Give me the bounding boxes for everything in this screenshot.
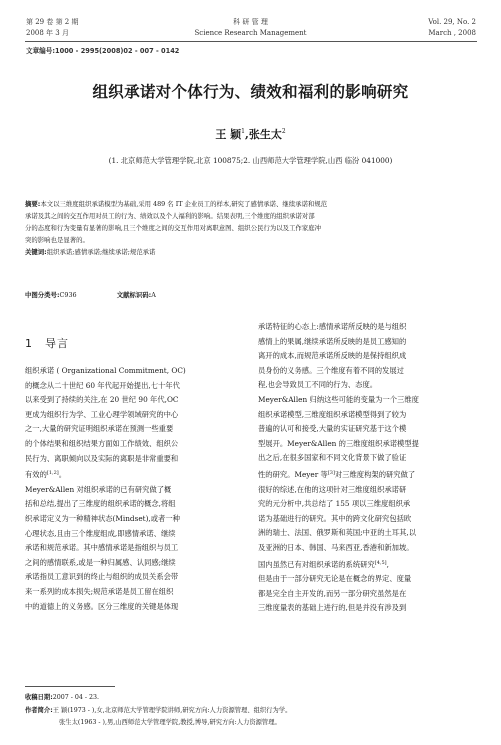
abstract-line: 承诺及其之间的交互作用对员工的行为、绩效以及个人福利的影响。结果表明,三个维度的组织承诺对部 <box>25 212 315 221</box>
doc-code-label: 文献标识码: <box>116 291 152 299</box>
paper-title: 组织承诺对个体行为、绩效和福利的影响研究 <box>92 83 409 101</box>
body-text: , <box>386 559 389 569</box>
body-line: 以来受到了持续的关注,在 20 世纪 90 年代,OC <box>25 395 179 405</box>
body-line: 中的道德上的义务感。区分三维度的关键是体现 <box>25 601 179 611</box>
footnotes <box>25 692 291 730</box>
journal-title-en: Science Research Management <box>194 29 307 37</box>
body-line: 承诺和规范承诺。其中感情承诺是指组织与员工 <box>25 543 179 553</box>
author-bio-label: 作者简介: <box>25 706 53 714</box>
right-column <box>258 320 478 616</box>
left-column <box>25 364 243 614</box>
abstract-line: 突的影响也是显著的。 <box>25 236 89 245</box>
journal-date-en: March , 2008 <box>428 29 476 37</box>
body-line: 更成为组织行为学、工业心理学领域研究的中心 <box>25 409 179 419</box>
body-line: 民行为、离职倾向以及实际的离职是非常重要和 <box>25 453 179 463</box>
body-line: 括和总结,提出了三维度的组织承诺的概念,将组 <box>25 499 176 509</box>
body-line: 普遍的认可和接受,大量的实证研究基于这个模 <box>258 424 407 434</box>
abstract-label: 摘要: <box>25 200 41 208</box>
author-bio-text: 王 颖(1973 - ),女,北京师范大学管理学院讲师,研究方向:人力资源管理、组织行为学。 <box>52 706 292 714</box>
body-line: 来一系列的成本损失;规范承诺是员工留在组织 <box>25 586 174 596</box>
section-heading <box>25 335 69 351</box>
body-line <box>25 466 243 483</box>
author-bio-2: 张生太(1963 - ),男,山西师范大学管理学院,教授,博导,研究方向:人力资源管理。 <box>59 719 281 726</box>
article-number: 文章编号:1000 - 2995(2008)02 - 007 - 0142 <box>26 47 180 55</box>
body-line: 洲的瑞士、法国、俄罗斯和英国;中亚的土耳其,以 <box>258 528 417 538</box>
body-line: 承诺指员工意识到的终止与组织的成员关系会带 <box>25 572 179 582</box>
citation-ref: [4,5] <box>374 559 387 566</box>
journal-date: 2008 年 3 月 <box>26 29 69 37</box>
body-line: 都是完全自主开发的,而另一部分研究虽然是在 <box>258 588 407 598</box>
classification-line <box>25 290 156 299</box>
abstract-text: 本文以三维度组织承诺模型为基础,采用 489 名 IT 企业员工的样本,研究了感情承诺、继续承诺和规范 <box>40 200 328 208</box>
clc-value: C936 <box>59 291 77 299</box>
body-line: 之一,大量的研究证明组织承诺在预测一些重要 <box>25 424 174 434</box>
author-2-affil-mark: 2 <box>281 128 286 135</box>
author-1-affil-mark: 1 <box>241 128 245 135</box>
author-1: 王 颖 <box>215 128 242 141</box>
journal-volume-en: Vol. 29, No. 2 <box>428 18 476 26</box>
doc-code-value: A <box>151 291 156 299</box>
journal-title-cn: 科 研 管 理 <box>233 18 268 26</box>
body-text: 对三维度构架的研究做了 <box>334 469 416 479</box>
keywords-label: 关键词: <box>25 248 47 257</box>
body-line <box>258 556 478 573</box>
body-line: 的个体结果和组织结果方面如工作绩效、组织公 <box>25 438 179 448</box>
body-line: 织承诺定义为一种精神状态(Mindset),或者一种 <box>25 513 180 523</box>
received-value: 2007 - 04 - 23. <box>52 694 100 701</box>
body-line: 究的元分析中,共总结了 155 项以三维度组织承 <box>258 499 411 509</box>
affiliation: (1. 北京师范大学管理学院,北京 100875;2. 山西师范大学管理学院,山西 临汾 041000) <box>108 156 393 165</box>
journal-volume: 第 29 卷 第 2 期 <box>26 18 79 26</box>
body-line: 出之后,在很多国家和不同文化背景下做了验证 <box>258 453 407 463</box>
keywords-line <box>25 246 477 258</box>
body-line: 之间的感情联系,或是一种归属感、认同感;继续 <box>25 557 176 567</box>
footnote-rule <box>25 686 115 687</box>
author-list <box>0 126 501 142</box>
section-number: 1 <box>25 337 33 350</box>
citation-ref: [1,2] <box>46 470 59 477</box>
body-line: 组织承诺 ( Organizational Commitment, OC) <box>25 366 186 375</box>
body-line: 承诺特征的心态上:感情承诺所反映的是与组织 <box>258 322 407 331</box>
body-line: 诺为基础进行的研究。其中的跨文化研究包括欧 <box>258 513 412 523</box>
body-line: 程,也会导致员工不同的行为、态度。 <box>258 380 378 390</box>
body-line: 组织承诺模型,三维度组织承诺模型得到了较为 <box>258 409 407 419</box>
received-label: 收稿日期: <box>25 694 53 701</box>
body-line: 型展开。Meyer&Allen 的三维度组织承诺模型提 <box>258 438 419 448</box>
received-date <box>25 692 291 705</box>
author-2: ,张生太 <box>245 128 282 141</box>
citation-ref: [3] <box>327 469 335 476</box>
author-bio-1 <box>25 705 291 718</box>
body-line <box>258 466 478 483</box>
body-text: 有效的 <box>25 470 47 480</box>
body-line: 很好的综述,在他的这项针对三维度组织承诺研 <box>258 484 407 494</box>
clc-label: 中图分类号: <box>25 291 60 299</box>
body-text: 。 <box>58 470 67 480</box>
body-line: 三维度量表的基础上进行的,但是并没有涉及到 <box>258 603 407 613</box>
body-line: 但是由于一部分研究无论是在概念的界定、度量 <box>258 574 412 584</box>
body-text: 国内虽然已有对组织承诺的系统研究 <box>258 559 375 569</box>
abstract-block <box>25 198 477 258</box>
body-line: 的概念从二十世纪 60 年代起开始提出,七十年代 <box>25 380 180 390</box>
header-rule <box>25 41 477 42</box>
body-text: 性的研究。Meyer 等 <box>258 469 328 479</box>
abstract-line: 分的态度和行为变量有显著的影响,且三个维度之间的交互作用对离职意图、组织公民行为以及工作家庭冲 <box>25 224 321 233</box>
body-line: 感情上的果属,继续承诺所反映的是员工感知的 <box>258 336 407 346</box>
body-line: 员身份的义务感。三个维度有着不同的发展过 <box>258 365 404 375</box>
body-line: 及亚洲的日本、韩国、马来西亚,香港和新加坡。 <box>258 542 414 552</box>
section-title: 导言 <box>45 337 69 350</box>
keywords-text: 组织承诺;感情承诺;继续承诺;规范承诺 <box>46 248 156 257</box>
body-line: Meyer&Allen 归纳这些可能的变量为一个三维度 <box>258 394 419 404</box>
abstract-line <box>25 198 477 210</box>
body-line: 离开的成本,而规范承诺所反映的是保持组织成 <box>258 351 407 361</box>
body-line: Meyer&Allen 对组织承诺的已有研究做了概 <box>25 484 172 494</box>
body-line: 心理状态,且由三个维度组成,即感情承诺、继续 <box>25 528 176 538</box>
